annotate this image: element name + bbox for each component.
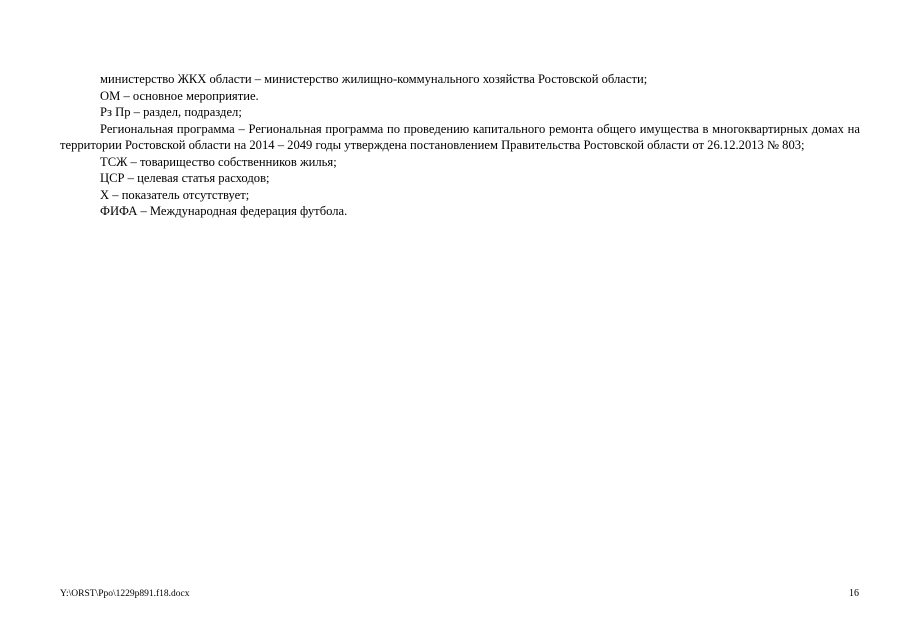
paragraph-fifa: ФИФА – Международная федерация футбола.	[100, 204, 348, 218]
paragraph-tszh: ТСЖ – товарищество собственников жилья;	[100, 154, 337, 169]
page-number: 16	[849, 588, 859, 599]
paragraph-x: Х – показатель отсутствует;	[100, 187, 250, 202]
abbreviations-list	[60, 71, 860, 220]
paragraph-tsr: ЦСР – целевая статья расходов;	[100, 171, 270, 185]
paragraph-ministry: министерство ЖКХ области – министерство жилищно-коммунального хозяйства Ростовской области;	[100, 72, 648, 86]
paragraph-regional-program: Региональная программа – Региональная программа по проведению капитального ремонта общего имущества в многоквартирных домах на территории Ростовской области на 2014 – 2049 годы утверждена постановлением Правительства Ростовской области от 26.12.2013 № 803;	[60, 121, 860, 152]
paragraph-rz-pr: Рз Пр – раздел, подраздел;	[100, 105, 242, 119]
paragraph-om: ОМ – основное мероприятие.	[100, 88, 259, 103]
footer-file-path: Y:\ORST\Ppo\1229p891.f18.docx	[60, 589, 190, 599]
